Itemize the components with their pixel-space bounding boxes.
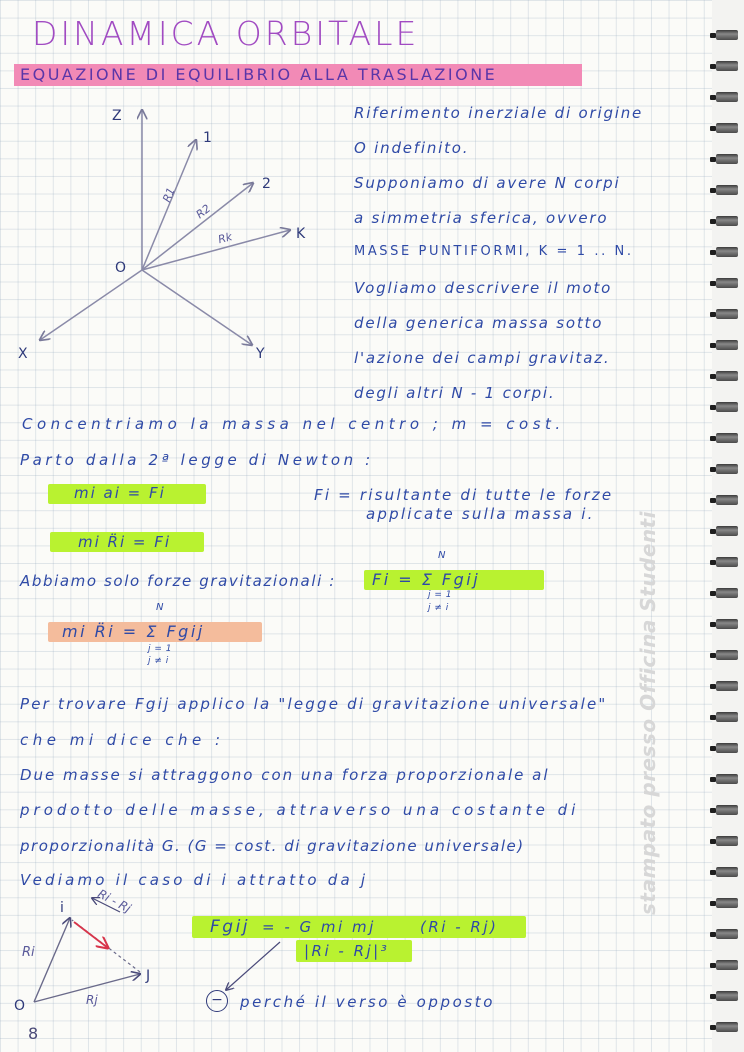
spiral-ring (716, 154, 738, 164)
paragraph-line: prodotto delle masse, attraverso una costante di (20, 801, 580, 819)
axis-y (142, 270, 252, 345)
spiral-ring (716, 991, 738, 1001)
spiral-ring (716, 805, 738, 815)
page-title: DINAMICA ORBITALE (32, 14, 420, 53)
spiral-ring (716, 123, 738, 133)
reference-frame-diagram (0, 0, 330, 380)
axis-z-label: Z (112, 108, 122, 124)
line-only-gravitational: Abbiamo solo forze gravitazionali : (20, 572, 336, 590)
body-2-label: 2 (262, 176, 271, 192)
ri-label: Ri (22, 945, 35, 960)
intro-line: a simmetria sferica, ovvero (354, 209, 609, 227)
eq3-sum-upper: N (438, 550, 448, 561)
paragraph-line: Vediamo il caso di i attratto da j (20, 871, 369, 889)
eq3-sum-lower-1: j = 1 (428, 590, 452, 600)
force-arrow (74, 922, 108, 948)
spiral-binding (712, 0, 744, 1052)
line-concentrate: Concentriamo la massa nel centro ; m = cost. (22, 415, 565, 433)
vector-2-label: R2 (193, 201, 214, 222)
vector-1 (142, 140, 196, 270)
minus-note: perché il verso è opposto (240, 993, 496, 1011)
eq5-lhs: Fgij (210, 917, 251, 937)
paragraph-line: proporzionalità G. (G = cost. di gravitazione universale) (20, 837, 525, 855)
page-number: 8 (28, 1024, 39, 1043)
spiral-ring (716, 309, 738, 319)
rj-label: Rj (86, 993, 98, 1007)
eq1-note-line2: applicate sulla massa i. (366, 505, 595, 523)
paragraph-line: Per trovare Fgij applico la "legge di gravitazione universale" (20, 695, 608, 713)
spiral-ring (716, 433, 738, 443)
spiral-ring (716, 371, 738, 381)
spiral-ring (716, 30, 738, 40)
vector-ri (34, 918, 70, 1002)
spiral-ring (716, 92, 738, 102)
paragraph-line: che mi dice che : (20, 731, 225, 749)
axis-x (40, 270, 142, 340)
intro-line: MASSE PUNTIFORMI, K = 1 .. N. (354, 244, 634, 259)
axis-y-label: Y (256, 346, 265, 362)
line-newton: Parto dalla 2ª legge di Newton : (20, 451, 374, 469)
section-heading: EQUAZIONE DI EQUILIBRIO ALLA TRASLAZIONE (14, 64, 582, 86)
vector-k-label: Rk (216, 230, 234, 247)
equation-acceleration: mi R̈i = Fi (78, 533, 172, 551)
paragraph-line: Due masse si attraggono con una forza proporzionale al (20, 766, 550, 784)
spiral-ring (716, 836, 738, 846)
eq5-numerator: = - G mi mj (262, 918, 376, 936)
spiral-ring (716, 557, 738, 567)
equation-newton: mi ai = Fi (74, 484, 166, 502)
intro-line: Riferimento inerziale di origine (354, 104, 644, 122)
attraction-diagram (0, 886, 200, 1030)
spiral-ring (716, 898, 738, 908)
axis-x-label: X (18, 346, 28, 362)
spiral-ring (716, 774, 738, 784)
spiral-ring (716, 960, 738, 970)
origin-label: O (115, 260, 127, 276)
spiral-ring (716, 929, 738, 939)
spiral-ring (716, 619, 738, 629)
spiral-ring (716, 681, 738, 691)
origin-2-label: O (14, 998, 26, 1014)
spiral-ring (716, 743, 738, 753)
spiral-ring (716, 526, 738, 536)
vector-1-label: R1 (160, 185, 178, 205)
eq4-sum-lower-1: j = 1 (148, 644, 172, 654)
body-k-label: K (296, 226, 306, 242)
eq5-denominator: |Ri - Rj|³ (304, 942, 390, 960)
spiral-ring (716, 1022, 738, 1032)
spiral-ring (716, 278, 738, 288)
body-1-label: 1 (203, 130, 212, 146)
spiral-ring (716, 340, 738, 350)
spiral-ring (716, 61, 738, 71)
spiral-ring (716, 712, 738, 722)
eq1-note-line1: Fi = risultante di tutte le forze (314, 486, 614, 504)
eq3-sum-lower-2: j ≠ i (428, 603, 449, 613)
equation-motion: mi R̈i = Σ Fgij (62, 622, 205, 641)
equation-sum-forces: Fi = Σ Fgij (372, 570, 481, 589)
spiral-ring (716, 867, 738, 877)
minus-circle-icon: − (206, 990, 228, 1012)
vector-k (142, 230, 290, 270)
point-j-label: J (146, 968, 151, 984)
point-i-label: i (60, 900, 64, 916)
watermark: stampato presso Officina Studenti (636, 510, 660, 915)
spiral-ring (716, 216, 738, 226)
spiral-ring (716, 247, 738, 257)
spiral-ring (716, 588, 738, 598)
intro-line: degli altri N - 1 corpi. (354, 384, 556, 402)
eq4-sum-upper: N (156, 602, 166, 613)
intro-line: della generica massa sotto (354, 314, 604, 332)
vector-2 (142, 183, 253, 270)
eq4-sum-lower-2: j ≠ i (148, 656, 169, 666)
spiral-ring (716, 495, 738, 505)
spiral-ring (716, 402, 738, 412)
spiral-ring (716, 185, 738, 195)
intro-line: l'azione dei campi gravitaz. (354, 349, 611, 367)
spiral-ring (716, 650, 738, 660)
intro-line: Vogliamo descrivere il moto (354, 279, 613, 297)
intro-line: O indefinito. (354, 139, 470, 157)
intro-line: Supponiamo di avere N corpi (354, 174, 621, 192)
spiral-ring (716, 464, 738, 474)
eq5-parenthesis: (Ri - Rj) (420, 918, 499, 936)
ri-rj-label: Ri - Rj (95, 886, 134, 916)
